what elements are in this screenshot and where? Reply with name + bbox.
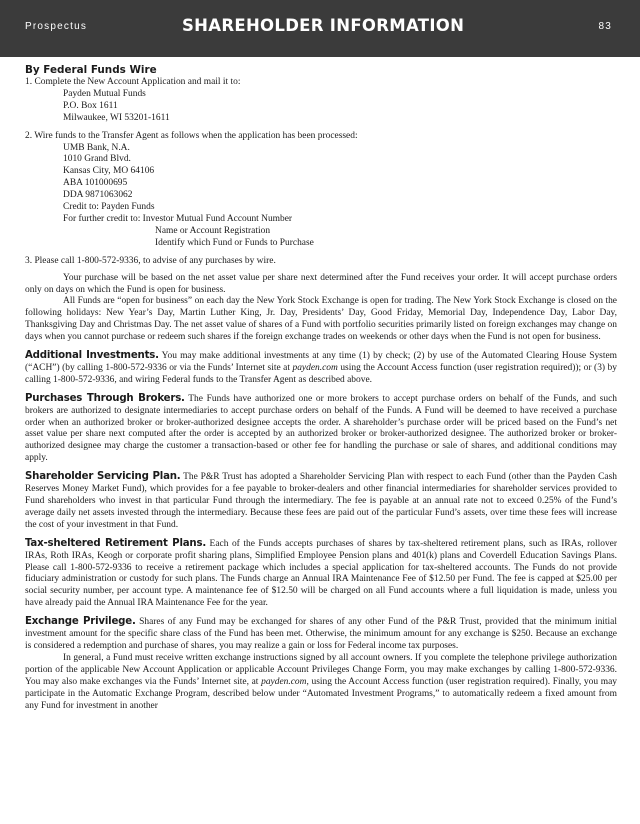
exchange-privilege-section: Exchange Privilege. Shares of any Fund may be exchanged for shares of any other Fund of the P&R Trust, provided that the minimum initial investment amount for the specific share class of the Fund has been met. Otherwise, the minimum amount for any exchange is $250. Because an exchange is considered a redemption and purchase of shares, you may realize a gain or loss for Federal income tax purposes.: [25, 616, 617, 651]
additional-investments-title: Additional Investments.: [25, 350, 159, 362]
bank-detail-line: Kansas City, MO 64106: [63, 166, 155, 177]
bank-detail-line: DDA 9871063062: [63, 190, 133, 201]
bank-detail-line: ABA 101000695: [63, 178, 128, 189]
wire-step-2: 2. Wire funds to the Transfer Agent as follows when the application has been processed:: [25, 130, 358, 141]
website-link[interactable]: payden.com: [292, 362, 338, 373]
mail-address-line: P.O. Box 1611: [63, 100, 118, 111]
wire-step-1: 1. Complete the New Account Application and mail it to:: [25, 77, 241, 87]
exchange-privilege-title: Exchange Privilege.: [25, 616, 136, 628]
further-credit-line: Name or Account Registration: [155, 225, 271, 236]
further-credit-line: Identify which Fund or Funds to Purchase: [155, 237, 314, 248]
bank-detail-line: 1010 Grand Blvd.: [63, 154, 131, 165]
servicing-plan-section: Shareholder Servicing Plan. The P&R Trust has adopted a Shareholder Servicing Plan with respect to each Fund (other than the Payden Cash Reserves Money Market Fund), which provides for a fee payable to broker-dealers and other financial intermediaries for shareholder services provided to Fund shareholders who invest in that particular Fund through the intermediary. The fee is payable at an annual rate not to exceed 0.25% of the Fund’s average daily net assets invested through the intermediary. Because these fees are paid out of the particular Fund’s assets, over time these fees will increase the cost of your investment in that Fund.: [25, 471, 617, 530]
further-credit-label: For further credit to: Investor Mutual Fund Account Number: [63, 213, 293, 224]
retirement-plans-section: Tax-sheltered Retirement Plans. Each of the Funds accepts purchases of shares by tax-sheltered retirement plans, such as IRAs, rollover IRAs, Roth IRAs, Keogh or corporate profit sharing plans, Simplified Employee Pension plans and 401(k) plans and Coverdell Education Savings Plans. Please call 1-800-572-9336 to receive a retirement package which includes a special application for tax-sheltered accounts. The Funds do not provide fiduciary administration or custody for such plans. The Funds charge an Annual IRA Maintenance Fee of $12.50 per Fund. The fee is capped at $25.00 per social security number, per account type. A maintenance fee of $12.50 will be charged on all Fund accounts where a full liquidation is made, unless you have already paid the Annual IRA Maintenance Fee for the year.: [25, 537, 617, 609]
page-number: 83: [598, 21, 612, 32]
page-header: [0, 0, 640, 57]
servicing-plan-title: Shareholder Servicing Plan.: [25, 471, 181, 483]
mail-address-line: Payden Mutual Funds: [63, 88, 146, 99]
page-body: [25, 64, 617, 712]
wire-step-3: 3. Please call 1-800-572-9336, to advise of any purchases by wire.: [25, 255, 276, 266]
bank-detail-line: UMB Bank, N.A.: [63, 142, 130, 153]
document-label: Prospectus: [25, 21, 88, 32]
business-days-paragraph: All Funds are “open for business” on each day the New York Stock Exchange is open for trading. The New York Stock Exchange is closed on the following holidays: New Year’s Day, Martin Luther King, Jr. Day, Presidents’ Day, Good Friday, Memorial Day, Independence Day, Labor Day, Thanksgiving Day and Christmas Day. The net asset value of shares of a Fund with portfolio securities primarily listed on foreign exchanges may change on days when you cannot purchase or redeem such shares if the foreign exchange trades on weekends or other days when the Fund is not open for business.: [25, 296, 617, 343]
additional-investments-section: Additional Investments. You may make additional investments at any time (1) by check; (2) by use of the Automated Clearing House System (“ACH”) (by calling 1-800-572-9336 or via the Funds’ Internet site at payden.com using the Account Access function (user registration required)); or (3) by calling 1-800-572-9336, and wiring Federal funds to the Transfer Agent as described above.: [25, 350, 618, 385]
bank-detail-line: Credit to: Payden Funds: [63, 202, 155, 213]
exchange-instructions-paragraph: In general, a Fund must receive written exchange instructions signed by all account owners. If you complete the telephone privilege authorization portion of the applicable New Account Application or applicable Account Privileges Change Form, you may make exchanges by calling 1-800-572-9336. You may also make exchanges via the Funds’ Internet site, at payden.com, using the Account Access function (user registration required). Finally, you may participate in the Automatic Exchange Program, described below under “Automated Investment Programs,” to automatically redeem a fixed amount from any Fund for investment in another: [25, 652, 617, 711]
website-link[interactable]: payden.com: [261, 676, 307, 687]
brokers-section: Purchases Through Brokers. The Funds have authorized one or more brokers to accept purchase orders on behalf of the Funds, and such brokers are authorized to designate intermediaries to accept purchase orders on behalf of the Funds. A Fund will be deemed to have received a purchase order when an authorized broker or broker-authorized designee accepts the order. A shareholder’s purchase order will be priced based on the Fund’s net asset value per share next computed after the order is accepted by an authorized broker or broker-authorized designee. The authorized broker or broker-authorized designee may charge the customer a transaction-based or other fee for handling the purchase or sale of shares, and additional conditions may apply.: [25, 392, 617, 464]
wire-heading: By Federal Funds Wire: [25, 64, 157, 76]
retirement-plans-title: Tax-sheltered Retirement Plans.: [25, 537, 207, 549]
brokers-title: Purchases Through Brokers.: [25, 392, 185, 404]
mail-address-line: Milwaukee, WI 53201-1611: [63, 112, 170, 123]
purchase-timing-paragraph: Your purchase will be based on the net asset value per share next determined after the Fund receives your order. It will accept purchase orders only on days on which the Fund is open for business.: [25, 272, 617, 295]
section-title: SHAREHOLDER INFORMATION: [182, 16, 465, 35]
